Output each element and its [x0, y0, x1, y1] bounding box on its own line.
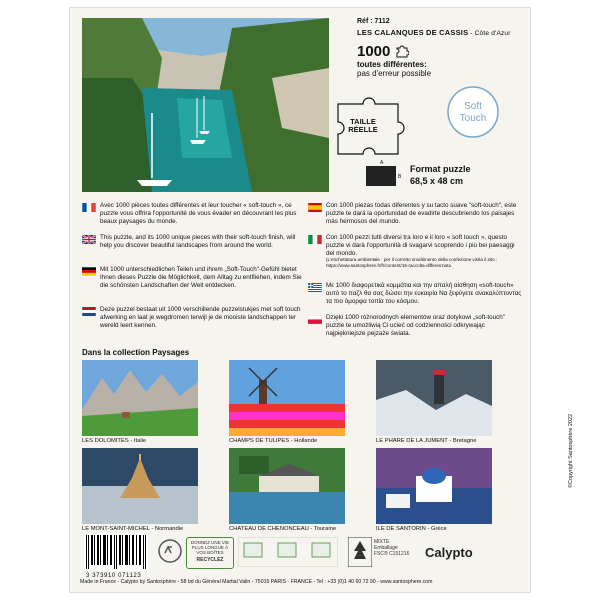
puzzle-piece-icon [395, 44, 409, 58]
thumb-dolomites [82, 360, 198, 436]
fsc-line3: FSC® C151216 [374, 551, 410, 557]
format-puzzle-icon [360, 158, 406, 192]
product-title-name: LES CALANQUES DE CASSIS [357, 28, 469, 37]
caption-lighthouse [376, 438, 476, 444]
spain-flag-icon [308, 203, 322, 212]
puzzle-box-back [70, 8, 574, 592]
thumb-mont-saint-michel [82, 448, 198, 524]
no-error-line: pas d'erreur possible [357, 69, 432, 78]
caption-tulips-region: - Hollande [289, 438, 318, 444]
caption-dolomites [82, 438, 146, 444]
sorting-info-icons [238, 537, 338, 567]
barcode [84, 533, 148, 571]
format-puzzle-label: Format puzzle [410, 164, 471, 174]
fsc-line2: Emballage [374, 545, 398, 551]
italy-flag-icon [308, 235, 322, 244]
piece-count [357, 44, 409, 59]
desc-es [326, 202, 522, 225]
pieces-unique-line: toutes différentes: [357, 60, 427, 69]
address-line: Made in France - Calypto by Santosphère - 58 bd du Général Martial Valin - 75015 PARIS - FRANCE - Tel : +33 (0)1 40 60 72 90 - www.santosphere.com [80, 579, 433, 585]
desc-pl [326, 314, 522, 337]
copyright-vertical: ©Copyright Santosphère 2022 [568, 413, 574, 488]
caption-lighthouse-region: - Bretagne [447, 438, 477, 444]
fsc-line1: MIXTE [374, 539, 390, 545]
desc-it [326, 234, 522, 268]
soft-touch-line1: Soft [464, 101, 482, 112]
taille-line1: TAILLE [350, 117, 376, 126]
desc-gr [326, 282, 522, 305]
thumb-tulips [229, 360, 345, 436]
desc-it-env-text: (L'etichettatura ambientale : per il corretto smaltimento della confezione visita il sito : https://www.santosphere.fr/fr/content/15-raccolta-differenziata [326, 257, 498, 268]
desc-nl [100, 306, 308, 329]
desc-de [100, 266, 308, 289]
thumb-chenonceau [229, 448, 345, 524]
caption-dolomites-region: - Italie [128, 438, 147, 444]
uk-flag-icon [82, 235, 96, 244]
caption-tulips [229, 438, 317, 444]
desc-nl-text: Deze puzzel bestaat uit 1000 verschillende puzzelstukjes met soft touch afwerking en laat je wegdromen terwijl je de mooiste landschappen ter wereld leert kennen. [100, 306, 301, 329]
france-flag-icon [82, 203, 96, 212]
dim-b-label: B [398, 174, 402, 180]
thumb-lighthouse [376, 360, 492, 436]
desc-de-text: Mit 1000 unterschiedlichen Teilen und ihrem „Soft-Touch"-Gefühl bietet Ihnen dieses Puzzle die Möglichkeit, dem Alltag zu entfliehen, indem Sie die schönsten Landschaften der Welt entdecken. [100, 266, 302, 289]
thumb-santorini [376, 448, 492, 524]
real-size-label [338, 118, 388, 134]
fsc-text [374, 539, 424, 557]
soft-touch-line2: Touch [459, 113, 487, 124]
desc-gr-text: Με 1000 διαφορετικά κομμάτια και την απαλή αίσθηση «soft-touch» αυτό το παζλ θα σας δώσει την ευκαιρία Να ξεφύγετε ανακαλύπτοντας τα πιο όμορφα τοπία του κόσμου. [326, 282, 522, 305]
product-reference: Réf : 7112 [357, 18, 390, 25]
caption-santorini-region: - Grèce [425, 526, 447, 532]
desc-fr-text: Avec 1000 pièces toutes différentes et leur toucher « soft-touch », ce puzzle vous offrira l'opportunité de vous évader en découvrant les plus beaux paysages du monde. [100, 202, 297, 225]
poland-flag-icon [308, 315, 322, 324]
soft-touch-badge [446, 85, 500, 139]
desc-pl-text: Dzięki 1000 różnorodnych elementów oraz dotykowi „soft-touch" puzzle te umożliwią Ci ucieć od codzienności odkrywając najpiękniejsze pejzaże świata. [326, 314, 505, 337]
calypto-logo: Calypto [425, 545, 473, 560]
eco-badge [186, 537, 234, 569]
desc-en [100, 234, 308, 250]
desc-en-text: This puzzle, and its 1000 unique pieces with their soft-touch finish, will help you discover beautiful landscapes from around the world. [100, 234, 296, 249]
desc-es-text: Con 1000 piezas todas diferentes y su tacto suave "soft-touch", este puzzle te dará la oportunidad de evadirte descubriendo los paisajes más hermosos del mundo. [326, 202, 517, 225]
caption-mont-saint-michel-name: LE MONT-SAINT-MICHEL [82, 526, 150, 532]
eco-badge-text: DONNEZ UNE VIE PLUS LONGUE À VOS BOÎTES [190, 540, 230, 555]
germany-flag-icon [82, 267, 96, 276]
barcode-number: 3 373910 071123 [86, 573, 142, 579]
desc-it-text: Con 1000 pezzi tutti diversi tra loro e il loro « soft touch », questo puzzle vi darà l'opportunità di svagarvi scoprendo i più bei paesaggi del mondo. [326, 234, 515, 257]
desc-fr [100, 202, 308, 225]
product-title [357, 28, 511, 37]
dim-a-label: A [380, 160, 384, 166]
format-puzzle-size: 68,5 x 48 cm [410, 176, 464, 186]
piece-count-number: 1000 [357, 43, 391, 60]
caption-mont-saint-michel-region: - Normandie [149, 526, 184, 532]
caption-tulips-name: CHAMPS DE TULIPES [229, 438, 290, 444]
greece-flag-icon [308, 283, 322, 292]
caption-chenonceau-region: - Touraine [308, 526, 337, 532]
taille-line2: RÉELLE [348, 125, 378, 134]
collection-heading: Dans la collection Paysages [82, 348, 190, 357]
fsc-logo-icon [348, 537, 372, 567]
hero-photo-calanques [82, 18, 329, 192]
recycle-icon [158, 539, 182, 563]
recycle-label: RECYCLEZ [196, 557, 224, 563]
netherlands-flag-icon [82, 307, 96, 316]
caption-chenonceau-name: CHATEAU DE CHENONCEAU [229, 526, 309, 532]
product-title-region: - Côte d'Azur [468, 30, 511, 37]
caption-santorini-name: ILE DE SANTORIN [376, 526, 426, 532]
caption-dolomites-name: LES DOLOMITES [82, 438, 129, 444]
caption-lighthouse-name: LE PHARE DE LA JUMENT [376, 438, 448, 444]
